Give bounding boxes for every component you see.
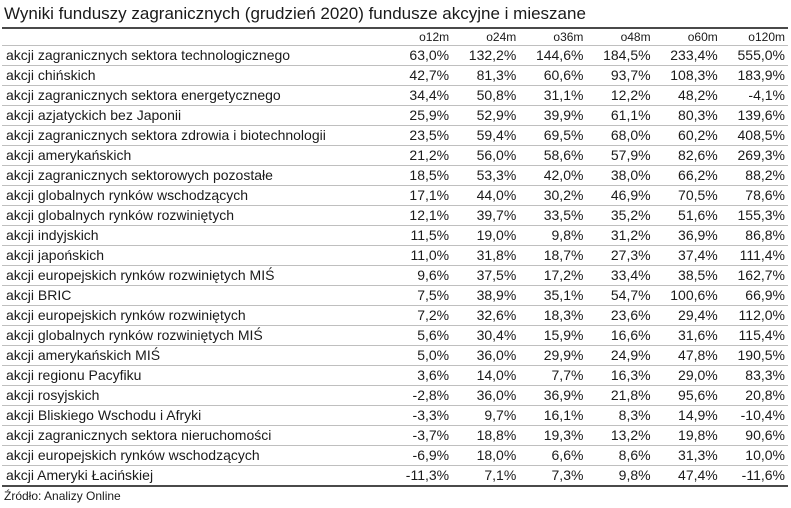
cell-o12m: 5,6%	[385, 326, 452, 346]
cell-o60m: 29,4%	[654, 306, 721, 326]
cell-fund-category: akcji globalnych rynków rozwiniętych MIŚ	[2, 326, 385, 346]
cell-o60m: 82,6%	[654, 146, 721, 166]
cell-o24m: 52,9%	[452, 106, 519, 126]
cell-o12m: 7,5%	[385, 286, 452, 306]
cell-o48m: 9,8%	[586, 466, 653, 487]
column-header-o24m: o24m	[452, 29, 519, 46]
cell-o36m: 69,5%	[519, 126, 586, 146]
cell-o24m: 9,7%	[452, 406, 519, 426]
cell-o60m: 95,6%	[654, 386, 721, 406]
cell-fund-category: akcji rosyjskich	[2, 386, 385, 406]
fund-results-table	[2, 29, 788, 487]
cell-o24m: 19,0%	[452, 226, 519, 246]
cell-o60m: 100,6%	[654, 286, 721, 306]
column-header-o36m: o36m	[519, 29, 586, 46]
cell-o24m: 14,0%	[452, 366, 519, 386]
table-row	[2, 66, 788, 86]
cell-o24m: 18,8%	[452, 426, 519, 446]
table-row	[2, 246, 788, 266]
cell-o24m: 30,4%	[452, 326, 519, 346]
column-header-o48m: o48m	[586, 29, 653, 46]
cell-o60m: 51,6%	[654, 206, 721, 226]
table-row	[2, 186, 788, 206]
cell-o36m: 29,9%	[519, 346, 586, 366]
cell-o12m: -6,9%	[385, 446, 452, 466]
cell-o12m: -11,3%	[385, 466, 452, 487]
cell-o120m: 78,6%	[721, 186, 788, 206]
table-row	[2, 426, 788, 446]
cell-o120m: -10,4%	[721, 406, 788, 426]
cell-fund-category: akcji zagranicznych sektora nieruchomości	[2, 426, 385, 446]
cell-o60m: 19,8%	[654, 426, 721, 446]
cell-fund-category: akcji indyjskich	[2, 226, 385, 246]
cell-o36m: 42,0%	[519, 166, 586, 186]
cell-o12m: 12,1%	[385, 206, 452, 226]
cell-o48m: 33,4%	[586, 266, 653, 286]
cell-o36m: 17,2%	[519, 266, 586, 286]
cell-o36m: 58,6%	[519, 146, 586, 166]
cell-fund-category: akcji zagranicznych sektora technologicznego	[2, 46, 385, 66]
cell-o24m: 37,5%	[452, 266, 519, 286]
table-row	[2, 126, 788, 146]
cell-o120m: 10,0%	[721, 446, 788, 466]
cell-o60m: 47,4%	[654, 466, 721, 487]
cell-o120m: 183,9%	[721, 66, 788, 86]
cell-fund-category: akcji regionu Pacyfiku	[2, 366, 385, 386]
cell-o36m: 18,7%	[519, 246, 586, 266]
cell-o36m: 36,9%	[519, 386, 586, 406]
cell-o48m: 21,8%	[586, 386, 653, 406]
cell-o24m: 56,0%	[452, 146, 519, 166]
source-note: Źródło: Analizy Online	[4, 489, 121, 503]
column-header-fund-category	[2, 29, 385, 46]
cell-o48m: 54,7%	[586, 286, 653, 306]
cell-o36m: 33,5%	[519, 206, 586, 226]
cell-o12m: 42,7%	[385, 66, 452, 86]
cell-o36m: 18,3%	[519, 306, 586, 326]
table-row	[2, 306, 788, 326]
table-row	[2, 286, 788, 306]
table-row	[2, 386, 788, 406]
cell-fund-category: akcji BRIC	[2, 286, 385, 306]
cell-o24m: 50,8%	[452, 86, 519, 106]
cell-o24m: 53,3%	[452, 166, 519, 186]
cell-o60m: 36,9%	[654, 226, 721, 246]
cell-o36m: 30,2%	[519, 186, 586, 206]
cell-o24m: 18,0%	[452, 446, 519, 466]
cell-fund-category: akcji Bliskiego Wschodu i Afryki	[2, 406, 385, 426]
cell-o60m: 38,5%	[654, 266, 721, 286]
cell-fund-category: akcji Ameryki Łacińskiej	[2, 466, 385, 487]
table-row	[2, 266, 788, 286]
cell-o12m: 63,0%	[385, 46, 452, 66]
cell-o48m: 12,2%	[586, 86, 653, 106]
cell-fund-category: akcji chińskich	[2, 66, 385, 86]
cell-o48m: 184,5%	[586, 46, 653, 66]
cell-o12m: 34,4%	[385, 86, 452, 106]
column-header-o120m: o120m	[721, 29, 788, 46]
table-row	[2, 366, 788, 386]
cell-o120m: 139,6%	[721, 106, 788, 126]
cell-o48m: 61,1%	[586, 106, 653, 126]
cell-o48m: 57,9%	[586, 146, 653, 166]
cell-o60m: 233,4%	[654, 46, 721, 66]
cell-o48m: 16,6%	[586, 326, 653, 346]
cell-o24m: 31,8%	[452, 246, 519, 266]
table-row	[2, 106, 788, 126]
cell-o60m: 108,3%	[654, 66, 721, 86]
cell-o36m: 15,9%	[519, 326, 586, 346]
cell-o48m: 46,9%	[586, 186, 653, 206]
cell-fund-category: akcji globalnych rynków wschodzących	[2, 186, 385, 206]
cell-fund-category: akcji europejskich rynków wschodzących	[2, 446, 385, 466]
cell-o36m: 6,6%	[519, 446, 586, 466]
table-body	[2, 46, 788, 487]
cell-fund-category: akcji japońskich	[2, 246, 385, 266]
table-row	[2, 446, 788, 466]
cell-o24m: 36,0%	[452, 346, 519, 366]
cell-o120m: 86,8%	[721, 226, 788, 246]
cell-o48m: 13,2%	[586, 426, 653, 446]
cell-o60m: 70,5%	[654, 186, 721, 206]
table-row	[2, 226, 788, 246]
cell-o120m: 112,0%	[721, 306, 788, 326]
cell-o24m: 59,4%	[452, 126, 519, 146]
cell-o120m: 111,4%	[721, 246, 788, 266]
cell-o36m: 9,8%	[519, 226, 586, 246]
cell-o24m: 36,0%	[452, 386, 519, 406]
cell-o24m: 7,1%	[452, 466, 519, 487]
cell-o120m: -4,1%	[721, 86, 788, 106]
cell-o120m: 88,2%	[721, 166, 788, 186]
cell-o12m: -2,8%	[385, 386, 452, 406]
cell-o12m: 18,5%	[385, 166, 452, 186]
cell-o36m: 60,6%	[519, 66, 586, 86]
cell-o36m: 35,1%	[519, 286, 586, 306]
cell-o48m: 31,2%	[586, 226, 653, 246]
cell-o48m: 93,7%	[586, 66, 653, 86]
cell-o24m: 38,9%	[452, 286, 519, 306]
column-header-o60m: o60m	[654, 29, 721, 46]
cell-o120m: 269,3%	[721, 146, 788, 166]
table-row	[2, 46, 788, 66]
cell-fund-category: akcji amerykańskich	[2, 146, 385, 166]
cell-o60m: 37,4%	[654, 246, 721, 266]
cell-o48m: 24,9%	[586, 346, 653, 366]
cell-o36m: 7,3%	[519, 466, 586, 487]
cell-o12m: 5,0%	[385, 346, 452, 366]
cell-o60m: 47,8%	[654, 346, 721, 366]
cell-o36m: 39,9%	[519, 106, 586, 126]
cell-fund-category: akcji amerykańskich MIŚ	[2, 346, 385, 366]
cell-o12m: -3,3%	[385, 406, 452, 426]
cell-o24m: 32,6%	[452, 306, 519, 326]
cell-o48m: 8,6%	[586, 446, 653, 466]
table-header-row	[2, 29, 788, 46]
cell-o12m: 7,2%	[385, 306, 452, 326]
cell-fund-category: akcji zagranicznych sektora zdrowia i biotechnologii	[2, 126, 385, 146]
cell-o24m: 81,3%	[452, 66, 519, 86]
cell-o12m: 25,9%	[385, 106, 452, 126]
cell-o60m: 60,2%	[654, 126, 721, 146]
cell-o48m: 16,3%	[586, 366, 653, 386]
table-row	[2, 346, 788, 366]
cell-fund-category: akcji azjatyckich bez Japonii	[2, 106, 385, 126]
cell-o48m: 27,3%	[586, 246, 653, 266]
cell-o60m: 80,3%	[654, 106, 721, 126]
table-row	[2, 146, 788, 166]
cell-o48m: 8,3%	[586, 406, 653, 426]
cell-o60m: 48,2%	[654, 86, 721, 106]
cell-o48m: 68,0%	[586, 126, 653, 146]
cell-o36m: 144,6%	[519, 46, 586, 66]
cell-o24m: 44,0%	[452, 186, 519, 206]
cell-o12m: 21,2%	[385, 146, 452, 166]
cell-o120m: 190,5%	[721, 346, 788, 366]
cell-fund-category: akcji europejskich rynków rozwiniętych	[2, 306, 385, 326]
cell-fund-category: akcji zagranicznych sektorowych pozostałe	[2, 166, 385, 186]
cell-o12m: 11,5%	[385, 226, 452, 246]
cell-o48m: 38,0%	[586, 166, 653, 186]
cell-o24m: 39,7%	[452, 206, 519, 226]
cell-o12m: 17,1%	[385, 186, 452, 206]
column-header-o12m: o12m	[385, 29, 452, 46]
cell-o36m: 16,1%	[519, 406, 586, 426]
cell-o60m: 31,3%	[654, 446, 721, 466]
cell-o120m: 155,3%	[721, 206, 788, 226]
cell-o120m: 90,6%	[721, 426, 788, 446]
cell-o60m: 66,2%	[654, 166, 721, 186]
cell-fund-category: akcji europejskich rynków rozwiniętych MIŚ	[2, 266, 385, 286]
cell-o120m: 115,4%	[721, 326, 788, 346]
cell-fund-category: akcji globalnych rynków rozwiniętych	[2, 206, 385, 226]
table-row	[2, 206, 788, 226]
cell-o12m: -3,7%	[385, 426, 452, 446]
cell-o120m: 555,0%	[721, 46, 788, 66]
cell-o120m: 20,8%	[721, 386, 788, 406]
cell-o12m: 11,0%	[385, 246, 452, 266]
table-row	[2, 326, 788, 346]
table-title: Wyniki funduszy zagranicznych (grudzień 2020) fundusze akcyjne i mieszane	[4, 4, 586, 23]
cell-o24m: 132,2%	[452, 46, 519, 66]
cell-o120m: 408,5%	[721, 126, 788, 146]
cell-o120m: 83,3%	[721, 366, 788, 386]
table-row	[2, 166, 788, 186]
cell-o12m: 23,5%	[385, 126, 452, 146]
cell-o120m: -11,6%	[721, 466, 788, 487]
table-row	[2, 406, 788, 426]
cell-o120m: 66,9%	[721, 286, 788, 306]
cell-o12m: 9,6%	[385, 266, 452, 286]
cell-o60m: 31,6%	[654, 326, 721, 346]
cell-o120m: 162,7%	[721, 266, 788, 286]
cell-o36m: 7,7%	[519, 366, 586, 386]
cell-o48m: 23,6%	[586, 306, 653, 326]
cell-o60m: 14,9%	[654, 406, 721, 426]
cell-o48m: 35,2%	[586, 206, 653, 226]
cell-o60m: 29,0%	[654, 366, 721, 386]
table-row	[2, 86, 788, 106]
cell-fund-category: akcji zagranicznych sektora energetycznego	[2, 86, 385, 106]
table-row	[2, 466, 788, 487]
cell-o12m: 3,6%	[385, 366, 452, 386]
cell-o36m: 31,1%	[519, 86, 586, 106]
cell-o36m: 19,3%	[519, 426, 586, 446]
